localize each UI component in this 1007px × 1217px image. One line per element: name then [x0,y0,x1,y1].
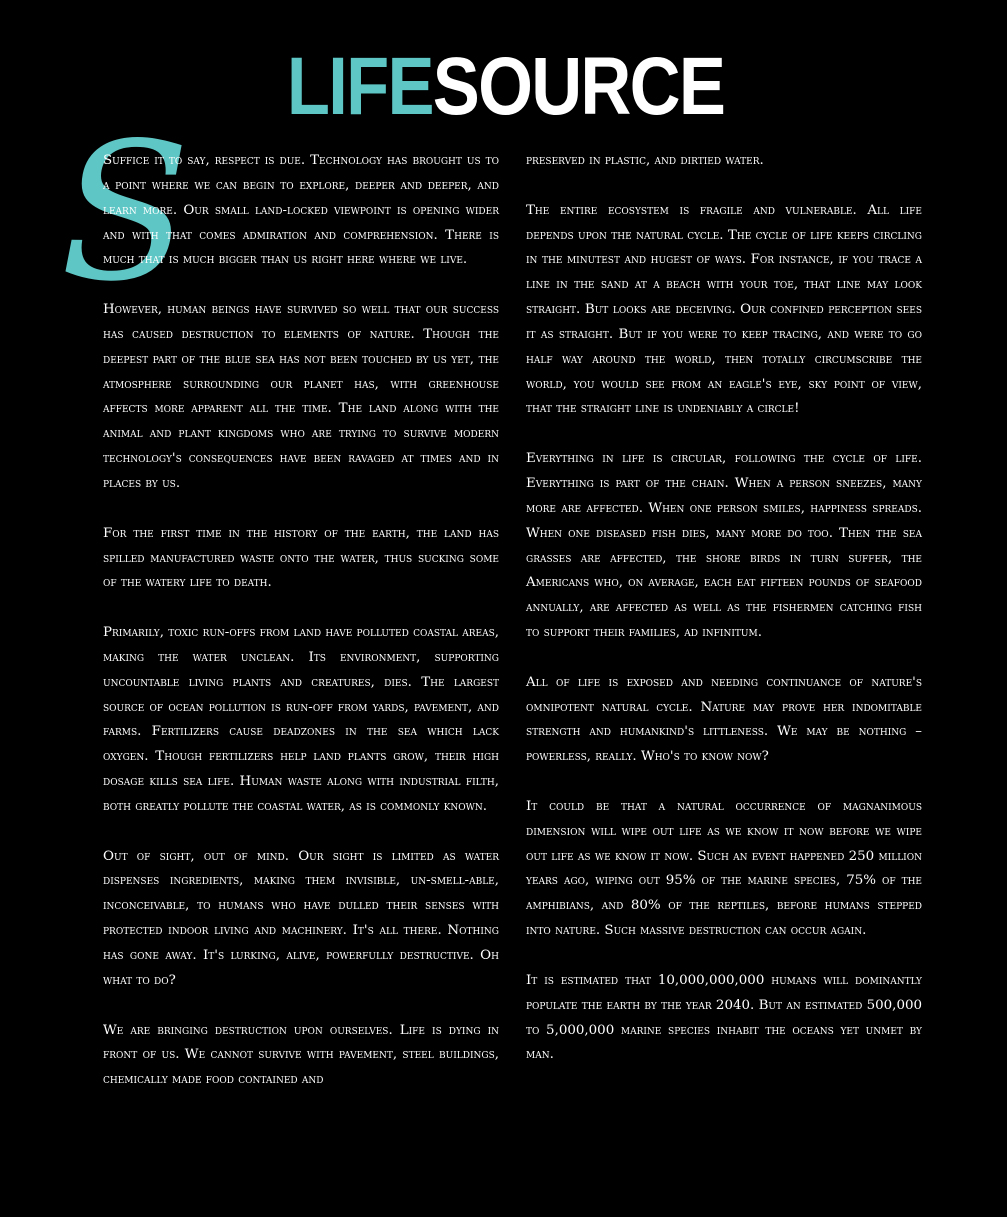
paragraph: For the first time in the history of the earth, the land has spilled manufactured waste onto the water, thus sucking some of the watery life to death. [103,525,499,591]
paragraph: It is estimated that 10,000,000,000 humans will dominantly populate the earth by the year 2040. But an estimated 500,000 to 5,000,000 marine species inhabit the oceans yet unmet by man. [526,972,922,1063]
drop-cap: S [60,102,191,323]
paragraph: All of life is exposed and needing continuance of nature's omnipotent natural cycle. Nature may prove her indomitable strength and humankind's littleness. We may be nothing – powerless, really. Who's to know now? [526,674,922,765]
paragraph: It could be that a natural occurrence of magnanimous dimension will wipe out life as we know it now before we wipe out life as we know it now. Such an event happened 250 million years ago, wiping out 95% of the marine species, 75% of the amphibians, and 80% of the reptiles, before humans stepped into nature. Such massive destruction can occur again. [526,798,922,939]
paragraph: Everything in life is circular, following the cycle of life. Everything is part of the chain. When a person sneezes, many more are affected. When one person smiles, happiness spreads. When one diseased fish dies, many more do too. Then the sea grasses are affected, the shore birds in turn suffer, the Americans who, on average, each eat fifteen pounds of seafood annually, are affected as well as the fishermen catching fish to support their families, ad infinitum. [526,451,922,641]
paragraph: preserved in plastic, and dirtied water. [526,153,764,168]
masthead-title [73,42,939,132]
masthead-source: SOURCE [432,41,725,132]
paragraph: Suffice it to say, respect is due. Technology has brought us to a point where we can begin to explore, deeper and deeper, and learn more. Our small land-locked viewpoint is opening wider and with that comes admiration and comprehension. There is much that is much bigger than us right here where we live. [103,153,499,268]
paragraph: However, human beings have survived so well that our success has caused destruction to elements of nature. Though the deepest part of the blue sea has not been touched by us yet, the atmosphere surrounding our planet has, with greenhouse affects more apparent all the time. The land along with the animal and plant kingdoms who are trying to survive modern technology's consequences have been ravaged at times and in places by us. [103,302,499,491]
paragraph: Primarily, toxic run-offs from land have polluted coastal areas, making the water unclean. Its environment, supporting uncountable living plants and creatures, dies. The largest source of ocean pollution is run-off from yards, pavement, and farms. Fertilizers cause deadzones in the sea which lack oxygen. Though fertilizers help land plants grow, their high dosage kills sea life. Human waste along with industrial filth, both greatly pollute the coastal water, as is commonly known. [103,625,500,814]
paragraph: We are bringing destruction upon ourselves. Life is dying in front of us. We cannot survive with pavement, steel buildings, chemically made food contained and [103,1022,499,1088]
paragraph: Out of sight, out of mind. Our sight is limited as water dispenses ingredients, making them invisible, un-smell-able, inconceivable, to humans who have dulled their senses with protected indoor living and machinery. It's all there. Nothing has gone away. It's lurking, alive, powerfully destructive. Oh what to do? [103,848,499,988]
masthead-life: LIFE [286,41,433,132]
paragraph: The entire ecosystem is fragile and vulnerable. All life depends upon the natural cycle. The cycle of life keeps circling in the minutest and hugest of ways. For instance, if you trace a line in the sand at a beach with your toe, that line may look straight. But looks are deceiving. Our confined perception sees it as straight. But if you were to keep tracing, and were to go half way around the world, then totally circumscribe the world, you would see from an eagle's eye, sky point of view, that the straight line is undeniably a circle! [526,202,922,417]
right-column [526,149,922,1093]
left-column [103,149,499,1118]
